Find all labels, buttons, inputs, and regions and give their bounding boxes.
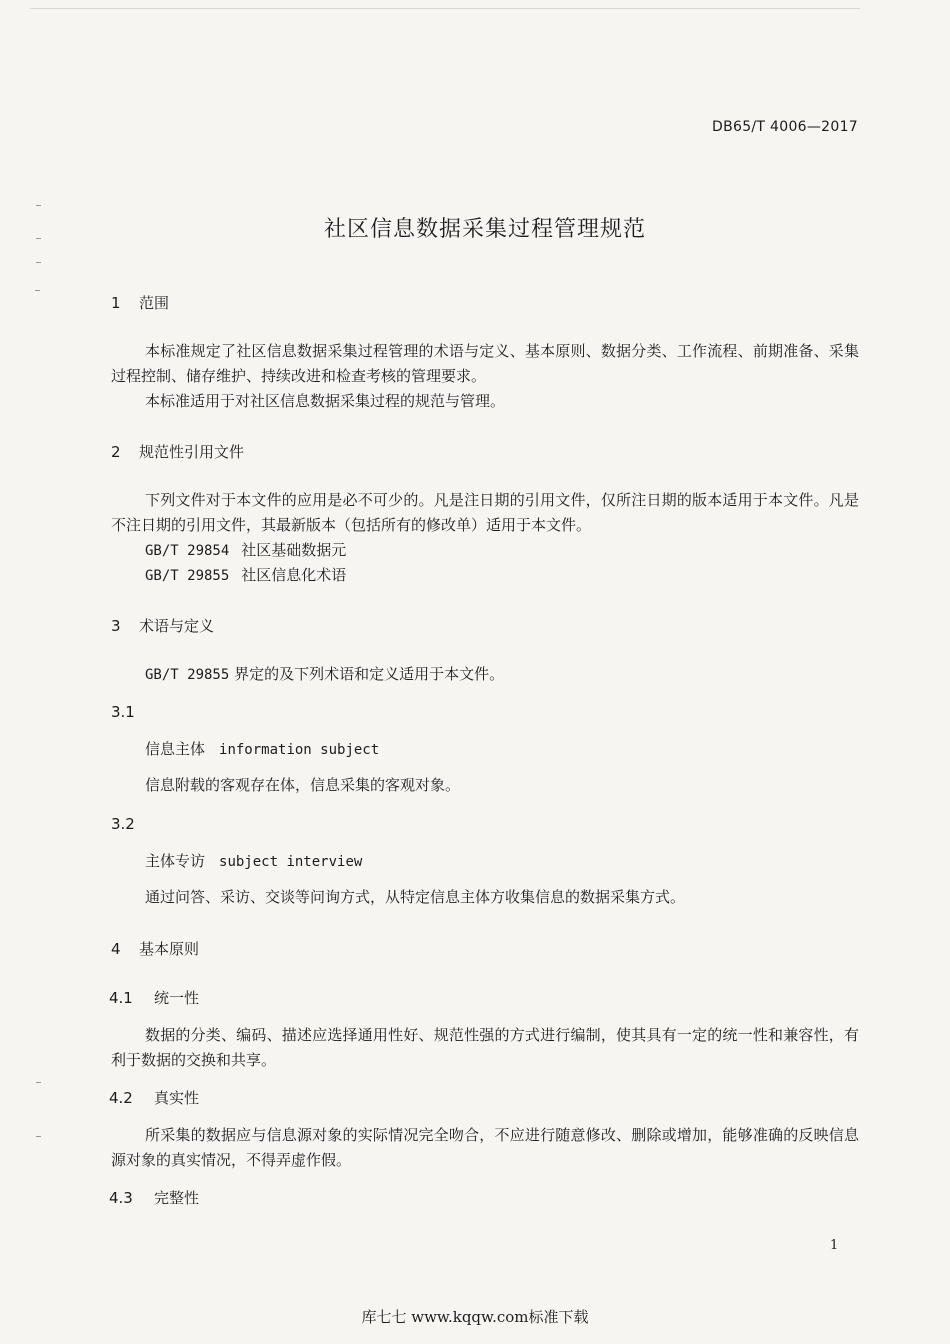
subsection-number: 4.2: [109, 1089, 133, 1107]
paragraph: 本标准规定了社区信息数据采集过程管理的术语与定义、基本原则、数据分类、工作流程、前期准备、采集过程控制、储存维护、持续改进和检查考核的管理要求。: [111, 342, 859, 385]
scan-speck: [36, 1082, 41, 1083]
reference-code: GB/T 29855: [145, 667, 230, 683]
section-heading-2: [111, 441, 244, 462]
section-number: 4: [111, 940, 121, 958]
reference-name: 社区基础数据元: [241, 541, 347, 559]
document-title: 社区信息数据采集过程管理规范: [323, 217, 646, 242]
footer-watermark: 库七七 www.kqqw.com标准下载: [361, 1308, 589, 1326]
section-title: 规范性引用文件: [139, 443, 245, 461]
section-title: 基本原则: [139, 940, 200, 958]
term-heading: [145, 849, 362, 875]
scan-speck: [36, 1136, 41, 1137]
subsection-number: 4.3: [109, 1189, 133, 1207]
term-number: 3.2: [111, 815, 135, 833]
standard-code: DB65/T 4006—2017: [712, 119, 858, 135]
scan-speck: [36, 205, 41, 206]
term-zh: 信息主体: [145, 740, 206, 758]
term-heading: [145, 737, 379, 763]
subsection-heading: [109, 987, 199, 1008]
scan-edge-line: [30, 8, 860, 9]
reference-item: [145, 538, 346, 564]
term-definition: 信息附载的客观存在体，信息采集的客观对象。: [145, 776, 461, 794]
reference-item: [145, 563, 346, 589]
paragraph: 下列文件对于本文件的应用是必不可少的。凡是注日期的引用文件，仅所注日期的版本适用于本文件。凡是不注日期的引用文件，其最新版本（包括所有的修改单）适用于本文件。: [111, 491, 859, 534]
subsection-title: 统一性: [154, 989, 200, 1007]
paragraph: 所采集的数据应与信息源对象的实际情况完全吻合，不应进行随意修改、删除或增加，能够准确的反映信息源对象的真实情况，不得弄虚作假。: [111, 1126, 859, 1169]
section-heading-4: [111, 938, 199, 959]
page-number: 1: [830, 1238, 839, 1253]
term-en: subject interview: [219, 854, 363, 870]
section-heading-3: [111, 615, 214, 636]
paragraph: 数据的分类、编码、描述应选择通用性好、规范性强的方式进行编制，使其具有一定的统一性和兼容性，有利于数据的交换和共享。: [111, 1026, 859, 1069]
term-zh: 主体专访: [145, 852, 206, 870]
section-number: 1: [111, 294, 121, 312]
section-title: 术语与定义: [139, 617, 215, 635]
section-number: 2: [111, 443, 121, 461]
term-definition: 通过问答、采访、交谈等问询方式，从特定信息主体方收集信息的数据采集方式。: [145, 888, 686, 906]
subsection-title: 完整性: [154, 1189, 200, 1207]
paragraph-text: 界定的及下列术语和定义适用于本文件。: [234, 665, 505, 683]
paragraph: [145, 662, 504, 688]
paragraph: 本标准适用于对社区信息数据采集过程的规范与管理。: [145, 392, 506, 410]
reference-code: GB/T 29855: [145, 568, 230, 584]
section-heading-1: [111, 292, 169, 313]
term-number: 3.1: [111, 703, 135, 721]
section-number: 3: [111, 617, 121, 635]
section-title: 范围: [139, 294, 170, 312]
term-en: information subject: [219, 742, 380, 758]
subsection-heading: [109, 1087, 199, 1108]
subsection-number: 4.1: [109, 989, 133, 1007]
subsection-heading: [109, 1187, 199, 1208]
scan-speck: [35, 290, 40, 291]
scan-speck: [36, 262, 41, 263]
reference-name: 社区信息化术语: [241, 566, 347, 584]
subsection-title: 真实性: [154, 1089, 200, 1107]
reference-code: GB/T 29854: [145, 543, 230, 559]
